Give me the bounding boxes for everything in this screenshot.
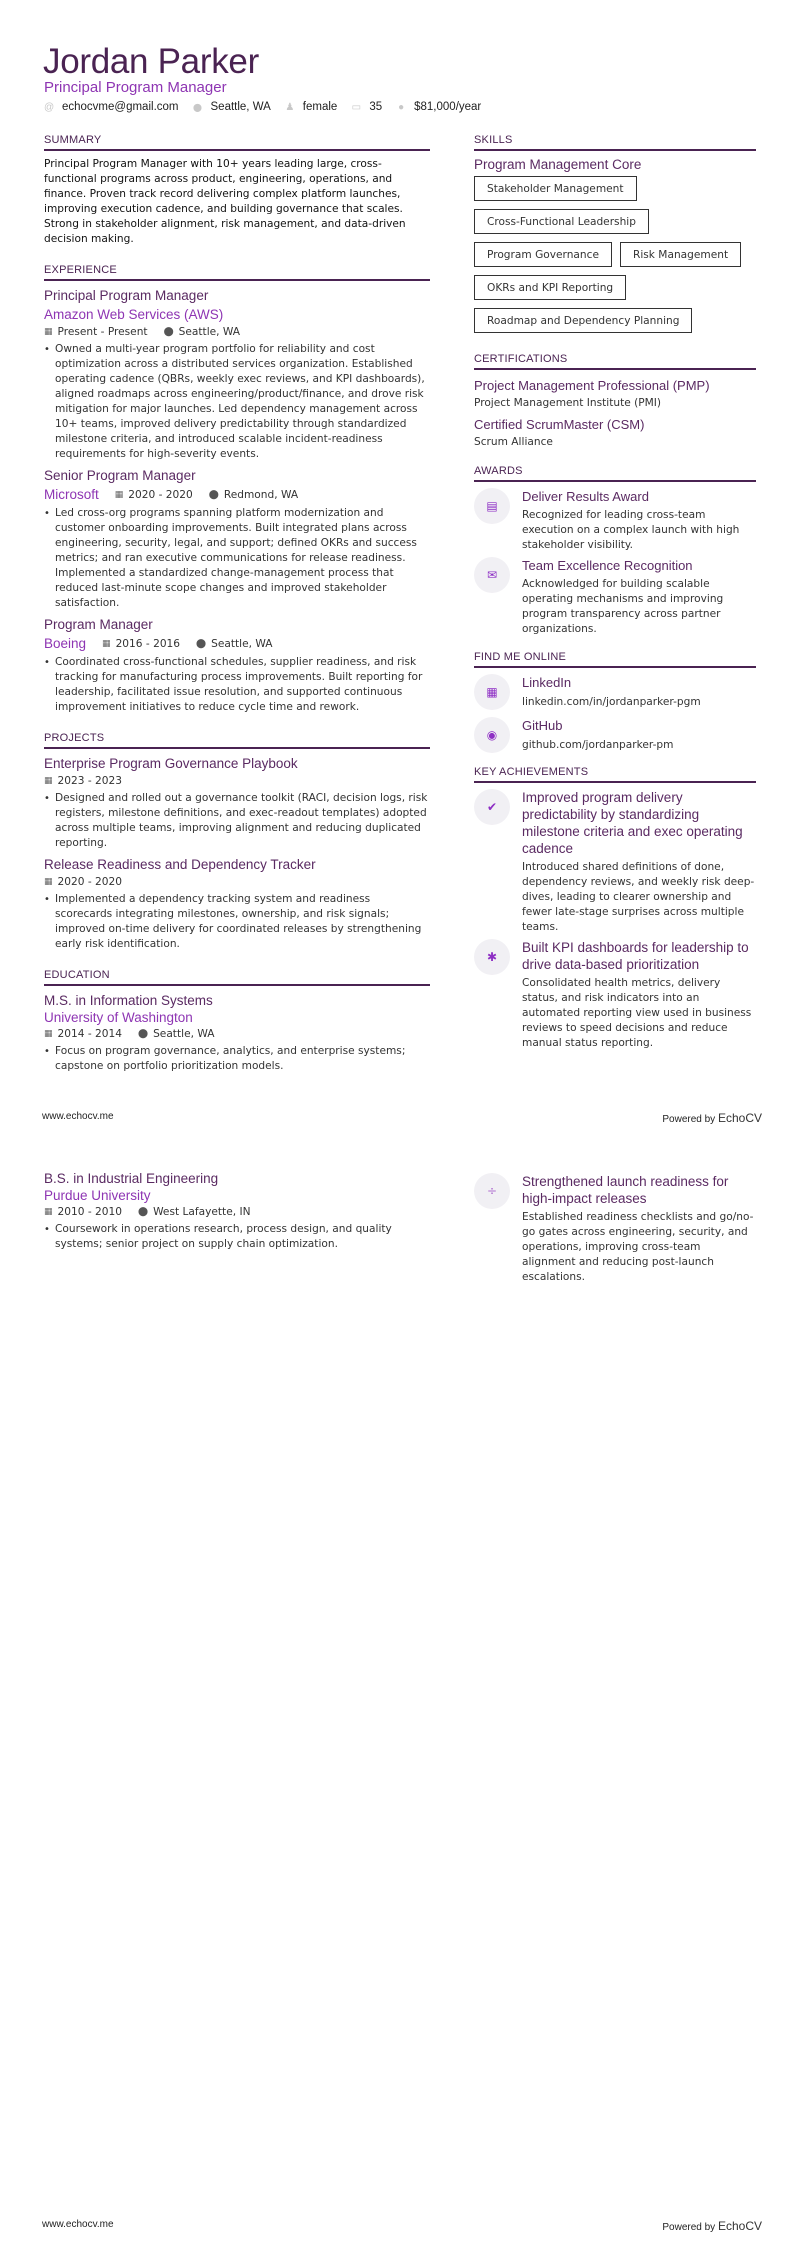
map-pin-icon: ⬤ (138, 1207, 149, 1217)
bullet-icon: • (44, 1046, 50, 1057)
brand-logo: EchoCV (717, 2219, 762, 2233)
online-item-github[interactable] (474, 717, 756, 756)
section-heading: FIND ME ONLINE (474, 651, 756, 668)
calendar-icon: ▭ (351, 101, 362, 113)
cert-issuer: Scrum Alliance (474, 436, 553, 448)
education-item (44, 1170, 430, 1252)
online-label: GitHub (522, 718, 563, 733)
job-meta (44, 634, 430, 653)
job-meta (44, 485, 430, 504)
summary-section (44, 134, 430, 247)
awards-section (474, 465, 756, 637)
job-title: Principal Program Manager (44, 288, 209, 303)
education-location: West Lafayette, IN (153, 1206, 251, 1218)
calendar-icon: ▦ (44, 776, 53, 786)
summary-text: Principal Program Manager with 10+ years leading large, cross-functional programs across product, engineering, operations, and finance. Proven track record delivering complex platform launches, improving execution cadence, and building governance that scales. Strong in stakeholder alignment, risk management, and data-driven decision making. (44, 158, 406, 245)
achievement-item (474, 939, 756, 1051)
contact-email[interactable]: @ echocvme@gmail.com (44, 101, 179, 113)
github-link[interactable]: github.com/jordanparker-pm (522, 739, 674, 751)
section-heading: PROJECTS (44, 732, 430, 749)
achievement-title: Strengthened launch readiness for high-impact releases (522, 1174, 729, 1206)
powered-by: Powered by EchoCV (662, 1111, 762, 1125)
linkedin-link[interactable]: linkedin.com/in/jordanparker-pgm (522, 696, 701, 708)
school-name: University of Washington (44, 1010, 193, 1025)
footer-url[interactable]: www.echocv.me (42, 2219, 114, 2230)
section-heading: CERTIFICATIONS (474, 353, 756, 370)
award-item (474, 557, 756, 637)
skill-chip: Stakeholder Management (474, 176, 637, 201)
bullet-icon: • (44, 793, 50, 804)
calendar-icon: ▦ (102, 638, 111, 649)
company-name: Amazon Web Services (AWS) (44, 307, 224, 322)
map-pin-icon: ⬤ (193, 102, 202, 112)
job-location: Redmond, WA (223, 488, 299, 501)
bullet-icon: • (44, 894, 50, 905)
bullet-icon: • (44, 1224, 50, 1235)
project-bullet: • Implemented a dependency tracking system and readiness scorecards integrating milestones, ownership, and risk signals; improved on-time delivery for coordinated releases by strengthening early risk identification. (44, 893, 422, 950)
project-title: Enterprise Program Governance Playbook (44, 756, 298, 771)
left-column (44, 134, 430, 1074)
bullet-icon: • (44, 508, 50, 519)
map-pin-icon: ⬤ (138, 1029, 149, 1039)
achievement-item (474, 1173, 756, 1285)
online-item-linkedin[interactable] (474, 674, 756, 713)
contact-gender: ♟ female (285, 101, 338, 113)
job-dates: 2020 - 2020 (128, 488, 193, 501)
resume-page-2 (0, 1123, 794, 2246)
section-heading: SUMMARY (44, 134, 430, 151)
online-label: LinkedIn (522, 675, 572, 690)
education-dates: 2014 - 2014 (57, 1028, 122, 1040)
degree: M.S. in Information Systems (44, 993, 213, 1008)
school-name: Purdue University (44, 1188, 151, 1203)
experience-item (44, 467, 430, 611)
project-item (44, 755, 430, 851)
section-heading: SKILLS (474, 134, 756, 151)
education-location: Seattle, WA (153, 1028, 215, 1040)
brand-logo: EchoCV (717, 1111, 762, 1125)
job-title: Program Manager (44, 617, 153, 632)
experience-item (44, 616, 430, 715)
experience-item (44, 287, 430, 462)
project-item (44, 856, 430, 952)
education-bullet: • Coursework in operations research, process design, and quality systems; senior project on supply chain optimization. (44, 1223, 392, 1250)
contact-age: ▭ 35 (351, 101, 383, 113)
achievement-desc: Established readiness checklists and go/no-go gates across engineering, security, and operations, improving cross-team alignment and reducing post-launch escalations. (522, 1211, 754, 1283)
degree: B.S. in Industrial Engineering (44, 1171, 219, 1186)
company-name: Microsoft (44, 487, 99, 502)
skill-chip: Cross-Functional Leadership (474, 209, 649, 234)
achievement-item (474, 789, 756, 935)
achievement-desc: Consolidated health metrics, delivery status, and risk indicators into an automated reporting view used in business reviews to speed decisions and reduce manual status reporting. (522, 977, 752, 1049)
award-desc: Recognized for leading cross-team execution on a complex launch with high stakeholder visibility. (522, 509, 740, 551)
project-dates: 2020 - 2020 (57, 876, 122, 888)
skill-group-title: Program Management Core (474, 157, 642, 172)
skill-chip: Program Governance (474, 242, 612, 267)
section-heading: KEY ACHIEVEMENTS (474, 766, 756, 783)
job-meta (44, 324, 430, 340)
powered-by: Powered by EchoCV (662, 2219, 762, 2233)
at-icon: @ (44, 101, 55, 113)
job-bullet: • Owned a multi-year program portfolio for reliability and cost optimization across a distributed services organization. Established operating cadence (QBRs, weekly exec reviews, and KPI dashboards), aligned roadmaps across engineering/product/finance, and drove risk mitigation for major launches. Led dependency management across 10+ teams, improved delivery predictability through standardized milestone criteria, and introduced scalable incident-readiness requirements for high-severity events. (44, 343, 425, 460)
right-column (474, 134, 756, 1055)
award-title: Team Excellence Recognition (522, 558, 693, 573)
skill-chip: OKRs and KPI Reporting (474, 275, 626, 300)
person-icon: ♟ (285, 101, 295, 113)
achievements-section (474, 766, 756, 1051)
achievement-title: Improved program delivery predictability by standardizing milestone criteria and exec operating cadence (522, 790, 743, 856)
right-column (474, 1173, 756, 1289)
award-desc: Acknowledged for building scalable operating mechanisms and improving program transparency across partner organizations. (522, 578, 724, 635)
calendar-icon: ▦ (44, 1207, 53, 1217)
education-dates: 2010 - 2010 (57, 1206, 122, 1218)
check-circle-icon: ✔ (474, 789, 510, 825)
job-title: Senior Program Manager (44, 468, 196, 483)
project-dates: 2023 - 2023 (57, 775, 122, 787)
experience-section (44, 264, 430, 715)
job-dates: Present - Present (57, 326, 148, 338)
education-bullet: • Focus on program governance, analytics, and enterprise systems; capstone on portfolio prioritization models. (44, 1045, 406, 1072)
candidate-title: Principal Program Manager (44, 79, 227, 96)
map-pin-icon: ⬤ (208, 489, 219, 500)
bullet-icon: • (44, 657, 50, 668)
education-item (44, 992, 430, 1074)
certifications-section (474, 353, 756, 451)
company-name: Boeing (44, 636, 87, 651)
envelope-open-icon: ✉ (474, 557, 510, 593)
online-section (474, 651, 756, 756)
section-heading: EDUCATION (44, 969, 430, 986)
camera-icon: ◉ (474, 717, 510, 753)
left-column (44, 1170, 430, 1252)
skill-chip: Risk Management (620, 242, 741, 267)
projects-section (44, 732, 430, 952)
calendar-icon: ▦ (44, 877, 53, 887)
education-section (44, 969, 430, 1074)
bug-icon: ✱ (474, 939, 510, 975)
calendar-icon: ▦ (44, 327, 53, 337)
job-dates: 2016 - 2016 (115, 637, 181, 650)
money-icon: ● (398, 101, 405, 113)
section-heading: AWARDS (474, 465, 756, 482)
job-bullet: • Led cross-org programs spanning platform modernization and customer onboarding improvements. Built integrated plans across engineering, security, legal, and support; defined OKRs and success metrics; and ran executive communications for release readiness. Implemented a standardized change-management process that reduced last-minute scope changes and improved stakeholder satisfaction. (44, 507, 417, 609)
job-bullet: • Coordinated cross-functional schedules, supplier readiness, and risk tracking for manufacturing process improvements. Built reporting for leadership, facilitated issue resolution, and supported continuous improvement initiatives to reduce cycle time and rework. (44, 656, 423, 713)
job-location: Seattle, WA (178, 326, 241, 338)
skills-section (474, 134, 756, 341)
section-heading: EXPERIENCE (44, 264, 430, 281)
achievement-desc: Introduced shared definitions of done, dependency reviews, and weekly risk deep-dives, leading to clearer ownership and fewer late-stage surprises across multiple teams. (522, 861, 755, 933)
skill-chip: Roadmap and Dependency Planning (474, 308, 692, 333)
project-title: Release Readiness and Dependency Tracker (44, 857, 316, 872)
candidate-name: Jordan Parker (43, 42, 259, 81)
calendar-icon: ▦ (44, 1029, 53, 1039)
document-search-icon: ▤ (474, 488, 510, 524)
map-pin-icon: ⬤ (163, 327, 174, 337)
project-bullet: • Designed and rolled out a governance toolkit (RACI, decision logs, risk registers, milestone definitions, and exec-readout templates) adopted across multiple teams, improving alignment and reducing duplicated reporting. (44, 792, 428, 849)
contact-location: ⬤ Seattle, WA (193, 101, 271, 113)
contact-line (44, 101, 495, 113)
award-item (474, 488, 756, 553)
map-pin-icon: ⬤ (196, 638, 207, 649)
cert-name: Project Management Professional (PMP) (474, 378, 710, 393)
bullet-icon: • (44, 344, 50, 355)
footer-url[interactable]: www.echocv.me (42, 1111, 114, 1122)
building-icon: ▦ (474, 674, 510, 710)
cert-name: Certified ScrumMaster (CSM) (474, 417, 645, 432)
cert-issuer: Project Management Institute (PMI) (474, 397, 662, 409)
contact-salary: ● $81,000/year (398, 101, 482, 113)
skill-chips (474, 176, 756, 341)
achievement-title: Built KPI dashboards for leadership to drive data-based prioritization (522, 940, 749, 972)
job-location: Seattle, WA (211, 637, 273, 650)
calendar-icon: ▦ (114, 489, 124, 500)
divide-icon: ÷ (474, 1173, 510, 1209)
award-title: Deliver Results Award (522, 489, 649, 504)
